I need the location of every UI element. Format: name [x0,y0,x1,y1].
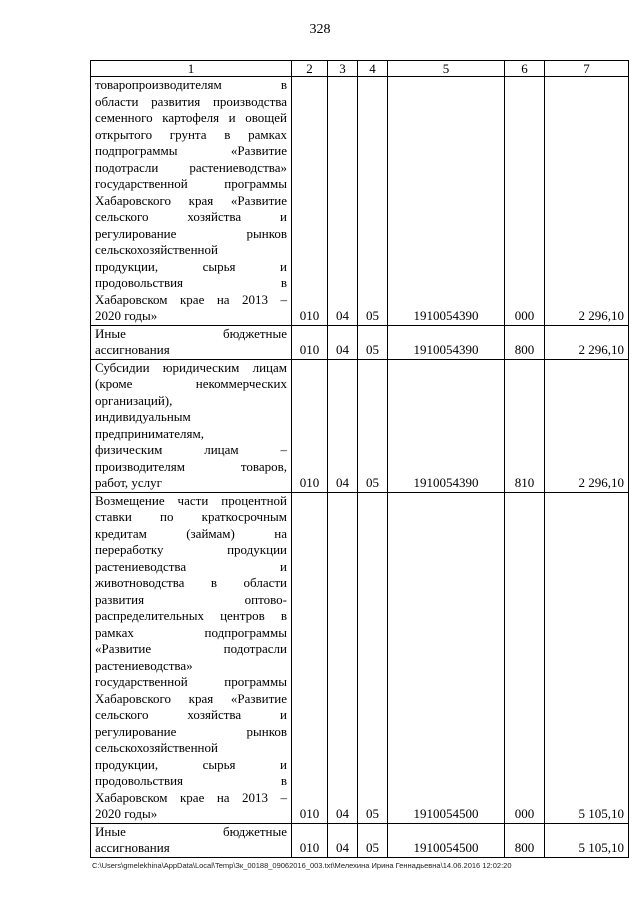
row-description [91,77,292,326]
description-line: ассигнования [95,342,170,357]
description-line: регулирование рынков [95,225,287,241]
section-code: 04 [328,823,358,857]
expense-type-code: 800 [505,823,545,857]
description-line: семенного картофеля и овощей [95,110,287,125]
description-line: переработку продукции [95,542,287,557]
expense-type-code: 800 [505,325,545,359]
description-line: ассигнования [95,840,170,855]
description-line: Иные бюджетные [95,823,287,839]
row-description [91,823,292,857]
subsection-code: 05 [358,77,388,326]
description-line: сельского хозяйства и [95,209,287,224]
subsection-code: 05 [358,359,388,492]
description-line: организаций), [95,392,173,408]
ministry-code: 010 [292,823,328,857]
table-row [91,359,629,492]
row-description [91,359,292,492]
row-description [91,325,292,359]
description-line: Хабаровского края «Развитие [95,690,287,706]
section-code: 04 [328,359,358,492]
description-line: предпринимателям, [95,425,204,441]
description-line: Хабаровском крае на 2013 – [95,789,287,805]
description-line: государственной программы [95,674,287,689]
description-line: распределительных центров в [95,608,287,623]
description-line: Возмещение части процентной [95,492,287,508]
subsection-code: 05 [358,492,388,823]
description-line: производителям товаров, [95,458,287,474]
amount: 5 105,10 [545,823,629,857]
amount: 5 105,10 [545,492,629,823]
description-line: Хабаровского края «Развитие [95,192,287,208]
amount: 2 296,10 [545,325,629,359]
description-line: Субсидии юридическим лицам [95,359,287,375]
description-line: развития оптово- [95,591,287,607]
page-number: 328 [309,22,331,37]
amount: 2 296,10 [545,359,629,492]
description-line: (кроме некоммерческих [95,376,287,391]
header-col-6: 6 [505,61,545,77]
header-col-2: 2 [292,61,328,77]
description-line: работ, услуг [95,475,163,490]
description-line: 2020 годы» [95,806,158,821]
footer-file-path: C:\Users\gmelekhina\AppData\Local\Temp\Зк_00188_09062016_003.txt\Мелехина Ирина Геннадьевна\14.06.2016 12:02:20 [92,861,512,870]
budget-table [90,60,629,858]
table-row [91,325,629,359]
description-line: сельского хозяйства и [95,707,287,722]
description-line: подотрасли растениеводства» [95,159,287,175]
header-col-1: 1 [91,61,292,77]
subsection-code: 05 [358,823,388,857]
amount: 2 296,10 [545,77,629,326]
description-line: товаропроизводителям в [95,77,287,92]
description-line: ставки по краткосрочным [95,509,287,524]
section-code: 04 [328,325,358,359]
header-row [91,61,629,77]
description-line: продукции, сырья и [95,756,287,772]
subsection-code: 05 [358,325,388,359]
description-line: Иные бюджетные [95,325,287,341]
ministry-code: 010 [292,77,328,326]
description-line: «Развитие подотрасли [95,641,287,656]
expense-type-code: 000 [505,77,545,326]
description-line: открытого грунта в рамках [95,126,287,142]
description-line: рамках подпрограммы [95,624,287,640]
target-article-code: 1910054390 [388,359,505,492]
description-line: животноводства в области [95,575,287,590]
description-line: продукции, сырья и [95,258,287,274]
description-line: государственной программы [95,176,287,191]
target-article-code: 1910054500 [388,823,505,857]
table-row [91,823,629,857]
description-line: растениеводства» [95,657,193,673]
expense-type-code: 000 [505,492,545,823]
header-col-7: 7 [545,61,629,77]
description-line: индивидуальным [95,409,191,424]
description-line: кредитам (займам) на [95,525,287,541]
expense-type-code: 810 [505,359,545,492]
description-line: сельскохозяйственной [95,740,218,755]
target-article-code: 1910054390 [388,77,505,326]
header-col-5: 5 [388,61,505,77]
description-line: Хабаровском крае на 2013 – [95,291,287,307]
description-line: физическим лицам – [95,442,287,457]
description-line: продовольствия в [95,275,287,290]
ministry-code: 010 [292,359,328,492]
header-col-3: 3 [328,61,358,77]
row-description [91,492,292,823]
table-row [91,77,629,326]
ministry-code: 010 [292,492,328,823]
header-col-4: 4 [358,61,388,77]
description-line: подпрограммы «Развитие [95,143,287,158]
section-code: 04 [328,77,358,326]
ministry-code: 010 [292,325,328,359]
description-line: сельскохозяйственной [95,242,218,257]
description-line: 2020 годы» [95,308,158,323]
description-line: растениеводства и [95,558,287,574]
description-line: продовольствия в [95,773,287,788]
target-article-code: 1910054500 [388,492,505,823]
description-line: области развития производства [95,93,287,109]
description-line: регулирование рынков [95,723,287,739]
section-code: 04 [328,492,358,823]
target-article-code: 1910054390 [388,325,505,359]
table-row [91,492,629,823]
